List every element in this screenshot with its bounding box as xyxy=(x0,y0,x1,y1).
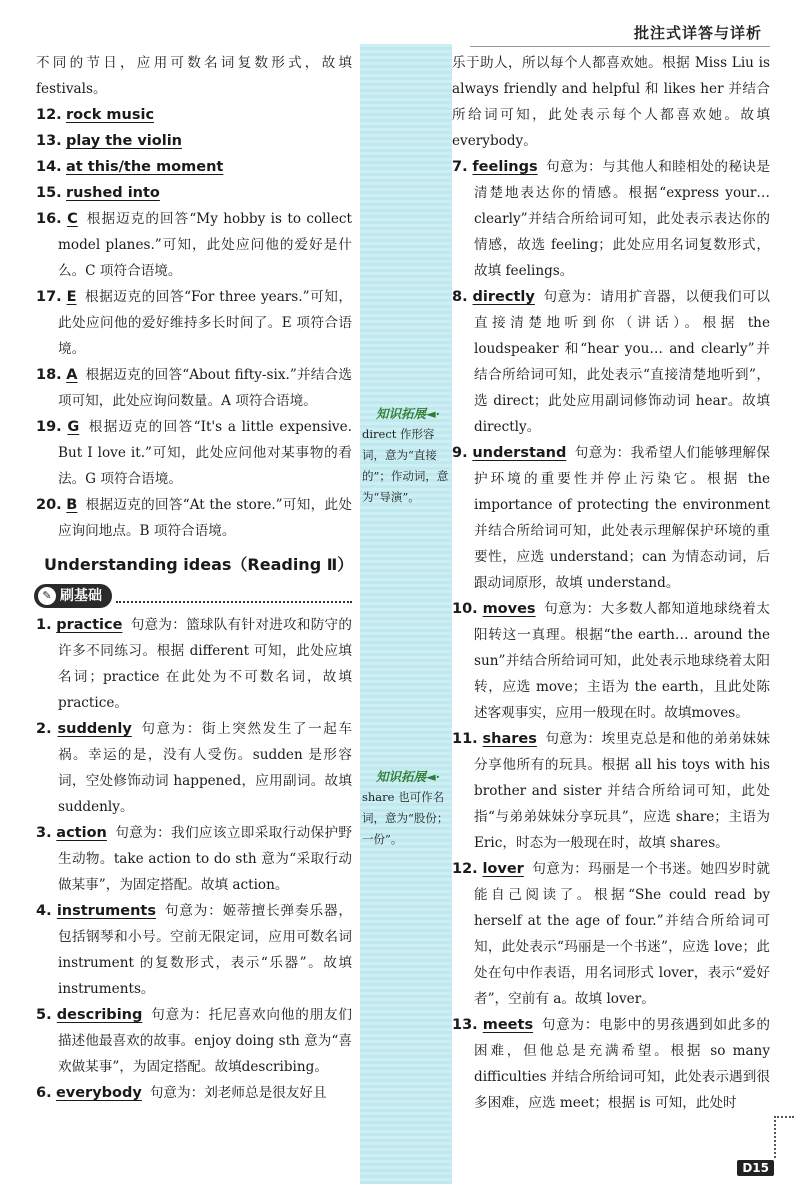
item-explanation: 句意为：请用扩音器，以便我们可以直接清楚地听到你（讲话）。根据 the loudspeaker 和“hear you… and clearly”并结合所给词可知，此处表示“直接清楚地听到”，选 direct；此处应用副词修饰动词 hear。故填directly。 xyxy=(474,289,771,435)
item-answer: B xyxy=(66,497,78,513)
item-answer: shares xyxy=(482,731,537,747)
item-answer: practice xyxy=(56,617,123,633)
answer-item xyxy=(36,102,352,128)
item-number: 7. xyxy=(452,159,468,175)
item-answer: rock music xyxy=(66,107,155,123)
item-number: 3. xyxy=(36,825,52,841)
item-answer: feelings xyxy=(472,159,538,175)
item-explanation: 句意为：埃里克总是和他的弟弟妹妹分享他所有的玩具。根据 all his toys with his brother and sister 并结合所给词可知，此处指“与弟弟妹妹分享玩具”，应选 share；主语为 Eric，时态为一般现在时，故填 shares。 xyxy=(474,731,771,851)
section-title: Understanding ideas（Reading Ⅱ） xyxy=(44,555,354,574)
answer-item xyxy=(36,180,352,206)
item-explanation: 根据迈克的回答“At the store.”可知，此处应询问地点。B 项符合语境。 xyxy=(58,497,352,539)
item-number: 11. xyxy=(452,731,478,747)
answer-item xyxy=(452,50,770,154)
item-answer: rushed into xyxy=(66,185,160,201)
answer-item xyxy=(36,128,352,154)
item-answer: understand xyxy=(472,445,567,461)
item-number: 5. xyxy=(36,1007,52,1023)
answer-item xyxy=(36,414,352,492)
badge-row xyxy=(34,584,352,608)
header-divider xyxy=(470,46,770,47)
answer-item xyxy=(452,1012,770,1116)
item-explanation: 句意为：玛丽是一个书迷。她四岁时就能自己阅读了。根据“She could read by herself at the age of four.”并结合所给词可知，此处表示“玛丽是一个书迷”，应选 love；此处在句中作表语，用名词形式 lover，表示“爱好者”，空前有 a。故填 lover。 xyxy=(474,861,771,1007)
item-explanation: 句意为：我们应该立即采取行动保护野生动物。take action to do sth 意为“采取行动做某事”，为固定搭配。故填 action。 xyxy=(58,825,353,893)
item-explanation: 句意为：街上突然发生了一起车祸。幸运的是，没有人受伤。sudden 是形容词，空处修饰动词 happened，应用副词。故填suddenly。 xyxy=(58,721,352,815)
note-title: 知识拓展◄· xyxy=(376,406,440,421)
answer-item xyxy=(452,154,770,284)
item-answer: at this/the moment xyxy=(66,159,224,175)
basic-practice-badge xyxy=(34,584,112,608)
item-answer: instruments xyxy=(56,903,156,919)
answer-item xyxy=(452,726,770,856)
knowledge-note-direct xyxy=(362,403,450,508)
item-number: 8. xyxy=(452,289,468,305)
item-answer: describing xyxy=(56,1007,143,1023)
item-number: 2. xyxy=(36,721,52,737)
arrow-icon: ◄· xyxy=(426,406,440,421)
item-answer: lover xyxy=(482,861,524,877)
answer-item xyxy=(452,596,770,726)
item-number: 10. xyxy=(452,601,478,617)
item-answer: E xyxy=(66,289,77,305)
item-explanation: 根据迈克的回答“It's a little expensive. But I love it.”可知，此处应问他对某事物的看法。G 项符合语境。 xyxy=(58,419,352,487)
left-column xyxy=(36,50,352,1106)
badge-label: 刷基础 xyxy=(60,588,102,604)
item-number: 18. xyxy=(36,367,62,383)
answer-item xyxy=(36,206,352,284)
item-answer: A xyxy=(66,367,78,383)
note-text: share 也可作名词，意为“股份；一份”。 xyxy=(362,790,449,846)
badge-icon: ✎ xyxy=(38,587,56,605)
answer-item xyxy=(36,50,352,102)
page-number: D15 xyxy=(737,1160,774,1176)
right-column xyxy=(452,50,770,1116)
answer-item xyxy=(36,492,352,544)
item-answer: C xyxy=(67,211,78,227)
arrow-icon: ◄· xyxy=(426,769,440,784)
dotted-divider xyxy=(116,589,352,603)
item-number: 14. xyxy=(36,159,62,175)
answer-item xyxy=(36,154,352,180)
item-explanation: 句意为：托尼喜欢向他的朋友们描述他最喜欢的故事。enjoy doing sth 意为“喜欢做某事”，为固定搭配。故填describing。 xyxy=(58,1007,353,1075)
item-explanation: 句意为：大多数人都知道地球绕着太阳转这一真理。根据“the earth… around the sun”并结合所给词可知，此处表示地球绕着太阳转，应选 move；主语为 the earth，且此处陈述客观事实，应用一般现在时。故填moves。 xyxy=(474,601,771,721)
knowledge-note-share xyxy=(362,766,450,850)
answer-item xyxy=(36,284,352,362)
item-explanation: 句意为：姬蒂擅长弹奏乐器，包括钢琴和小号。空前无限定词，应用可数名词 instrument 的复数形式，表示“乐器”。故填 instruments。 xyxy=(58,903,353,997)
item-explanation: 句意为：我希望人们能够理解保护环境的重要性并停止污染它。根据 the importance of protecting the environment 并结合所给词可知，此处表示理解保护环境的重要性，应选 understand；can 为情态动词，后跟动词原形，故填 understand。 xyxy=(474,445,770,591)
answer-item xyxy=(36,820,352,898)
answer-item xyxy=(452,856,770,1012)
answer-item xyxy=(36,1080,352,1106)
item-explanation: 句意为：刘老师总是很友好且 xyxy=(149,1085,327,1101)
answer-item xyxy=(36,612,352,716)
annotation-band xyxy=(360,44,452,1184)
item-number: 12. xyxy=(36,107,62,123)
item-explanation: 根据迈克的回答“My hobby is to collect model planes.”可知，此处应问他的爱好是什么。C 项符合语境。 xyxy=(58,211,352,279)
item-number: 16. xyxy=(36,211,62,227)
item-number: 19. xyxy=(36,419,62,435)
item-number: 9. xyxy=(452,445,468,461)
item-explanation: 根据迈克的回答“For three years.”可知，此处应问他的爱好维持多长时间了。E 项符合语境。 xyxy=(58,289,353,357)
item-explanation: 句意为：篮球队有针对进攻和防守的许多不同练习。根据 different 可知，此处应填名词；practice 在此处为不可数名词，故填practice。 xyxy=(58,617,352,711)
item-answer: suddenly xyxy=(57,721,132,737)
page-header: 批注式详答与详析 xyxy=(633,24,762,42)
item-answer: everybody xyxy=(55,1085,142,1101)
item-explanation: 句意为：与其他人和睦相处的秘诀是清楚地表达你的情感。根据“express your… clearly”并结合所给词可知，此处表示表达你的情感，故选 feeling；此处应用名词复数形式，故填 feelings。 xyxy=(474,159,771,279)
item-number: 17. xyxy=(36,289,62,305)
note-title: 知识拓展◄· xyxy=(376,769,440,784)
answer-item xyxy=(452,440,770,596)
item-number: 20. xyxy=(36,497,62,513)
item-number: 15. xyxy=(36,185,62,201)
item-answer: meets xyxy=(482,1017,534,1033)
item-number: 4. xyxy=(36,903,52,919)
answer-item xyxy=(36,716,352,820)
item-explanation: 乐于助人，所以每个人都喜欢她。根据 Miss Liu is always friendly and helpful 和 likes her 并结合所给词可知，此处表示每个人都喜欢她。故填 everybody。 xyxy=(452,55,770,149)
answer-item xyxy=(36,898,352,1002)
item-answer: directly xyxy=(472,289,535,305)
item-explanation: 不同的节日，应用可数名词复数形式，故填festivals。 xyxy=(36,55,352,97)
item-explanation: 根据迈克的回答“About fifty-six.”并结合选项可知，此处应询问数量。A 项符合语境。 xyxy=(58,367,352,409)
item-explanation: 句意为：电影中的男孩遇到如此多的困难，但他总是充满希望。根据 so many difficulties 并结合所给词可知，此处表示遇到很多困难，应选 meet；根据 is 可知，此处时 xyxy=(474,1017,771,1111)
item-number: 12. xyxy=(452,861,478,877)
corner-mark xyxy=(774,1116,794,1158)
item-number: 13. xyxy=(36,133,62,149)
item-answer: G xyxy=(67,419,80,435)
item-answer: moves xyxy=(482,601,536,617)
item-answer: action xyxy=(56,825,107,841)
answer-item xyxy=(452,284,770,440)
item-number: 6. xyxy=(36,1085,52,1101)
item-number: 13. xyxy=(452,1017,478,1033)
note-text: direct 作形容词，意为“直接的”；作动词，意为“导演”。 xyxy=(362,427,449,504)
item-answer: play the violin xyxy=(66,133,182,149)
answer-item xyxy=(36,1002,352,1080)
item-number: 1. xyxy=(36,617,52,633)
answer-item xyxy=(36,362,352,414)
